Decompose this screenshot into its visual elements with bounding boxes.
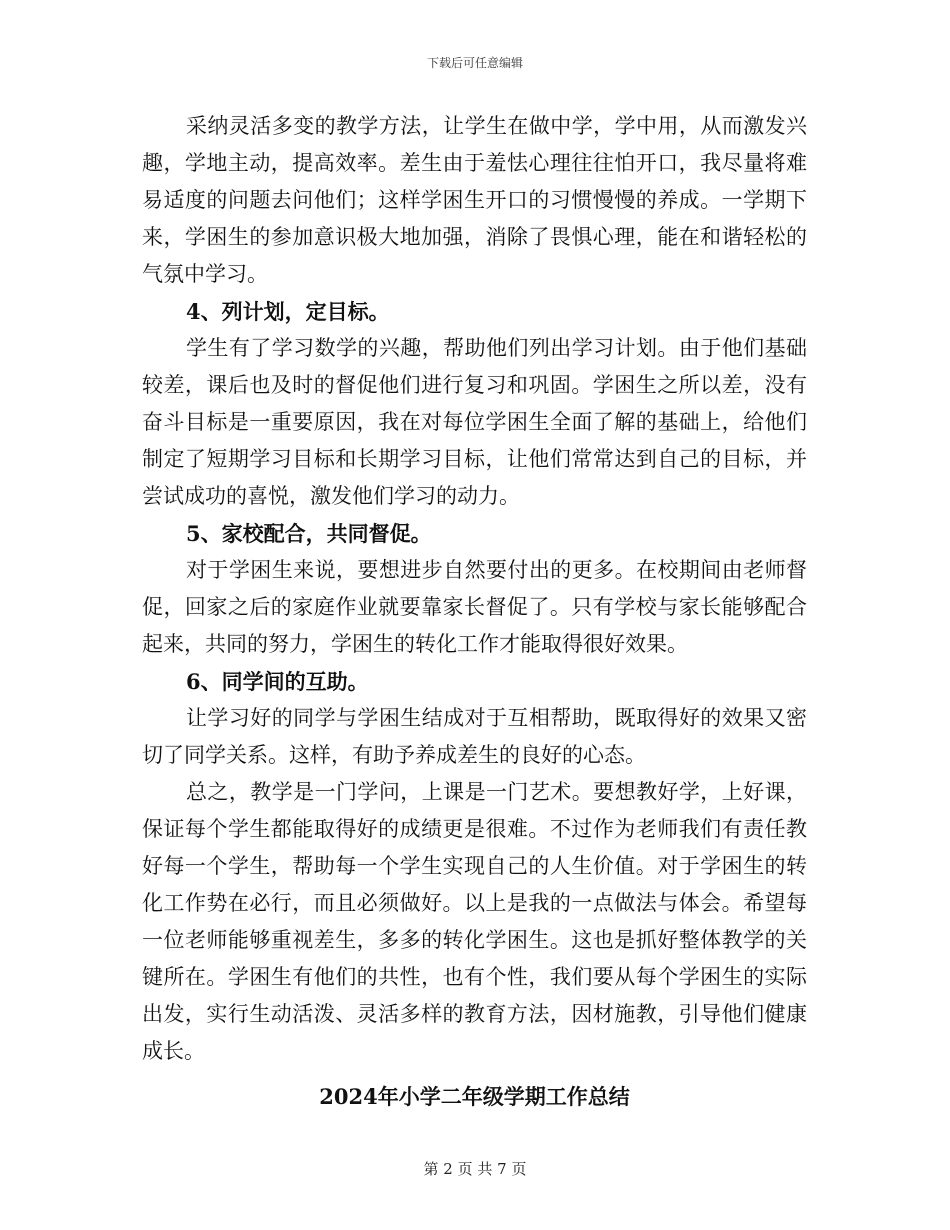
- paragraph-home-school: 对于学困生来说，要想进步自然要付出的更多。在校期间由老师督促，回家之后的家庭作业就要靠家长督促了。只有学校与家长能够配合起来，共同的努力，学困生的转化工作才能取得很好效果。: [142, 558, 807, 656]
- page-number: 第 2 页 共 7 页: [423, 1160, 527, 1178]
- heading-plan-goals: 4、列计划，定目标。: [186, 299, 390, 324]
- next-section-title: 2024年小学二年级学期工作总结: [319, 1084, 630, 1109]
- paragraph-conclusion: 总之，教学是一门学问，上课是一门艺术。要想教好学，上好课，保证每个学生都能取得好的成绩更是很难。不过作为老师我们有责任教好每一个学生，帮助每一个学生实现自己的人生价值。对于学困生的转化工作势在必行，而且必须做好。以上是我的一点做法与体会。希望每一位老师能够重视差生，多多的转化学困生。这也是抓好整体教学的关键所在。学困生有他们的共性，也有个性，我们要从每个学困生的实际出发，实行生动活泼、灵活多样的教育方法，因材施教，引导他们健康成长。: [142, 780, 807, 1063]
- paragraph-plan-goals: 学生有了学习数学的兴趣，帮助他们列出学习计划。由于他们基础较差，课后也及时的督促他们进行复习和巩固。学困生之所以差，没有奋斗目标是一重要原因，我在对每位学困生全面了解的基础上，给他们制定了短期学习目标和长期学习目标，让他们常常达到自己的目标，并尝试成功的喜悦，激发他们学习的动力。: [142, 336, 807, 508]
- paragraph-peer-help: 让学习好的同学与学困生结成对于互相帮助，既取得好的效果又密切了同学关系。这样，有助予养成差生的良好的心态。: [142, 706, 807, 767]
- document-body: [142, 108, 807, 1115]
- paragraph-teaching-methods: 采纳灵活多变的教学方法，让学生在做中学，学中用，从而激发兴趣，学地主动，提高效率。差生由于羞怯心理往往怕开口，我尽量将难易适度的问题去问他们；这样学困生开口的习惯慢慢的养成。一学期下来，学困生的参加意识极大地加强，消除了畏惧心理，能在和谐轻松的气氛中学习。: [142, 114, 807, 286]
- header-note: 下载后可任意编辑: [426, 56, 523, 70]
- heading-home-school: 5、家校配合，共同督促。: [186, 521, 432, 546]
- heading-peer-help: 6、同学间的互助。: [186, 669, 369, 694]
